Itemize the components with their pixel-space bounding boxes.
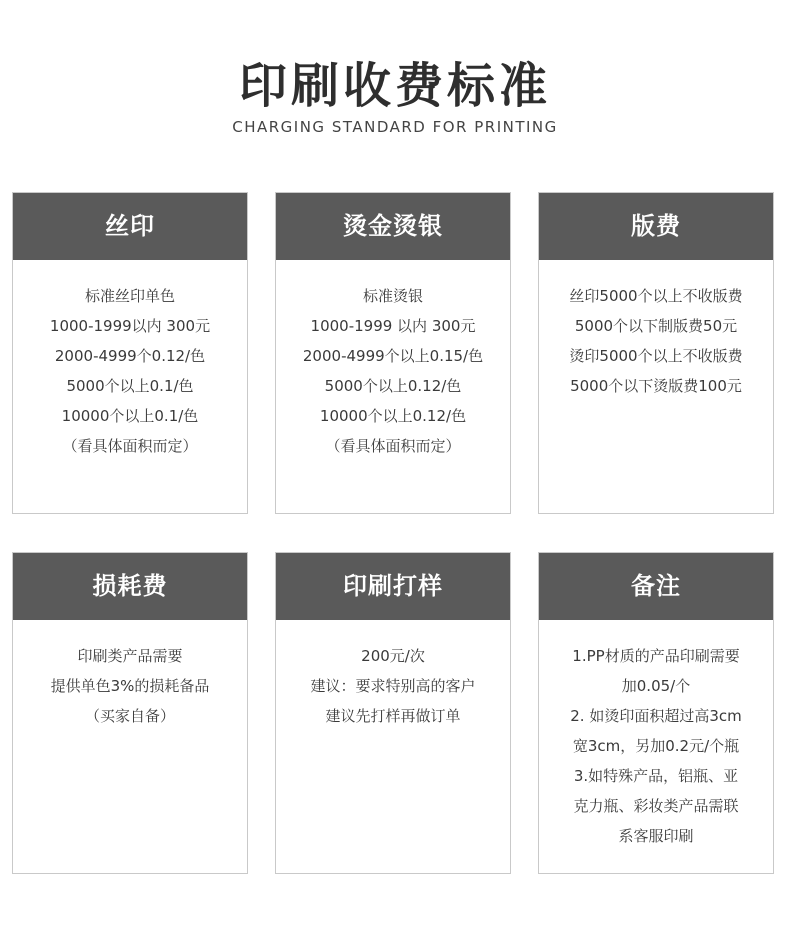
card-line: （看具体面积而定） [325, 437, 461, 455]
card-line: 建议先打样再做订单 [325, 707, 461, 725]
card-line: 10000个以上0.1/色 [61, 407, 199, 425]
card-line: （买家自备） [84, 707, 175, 725]
card-wastage-fee [12, 552, 248, 874]
card-silk-screen [12, 192, 248, 514]
card-line: 5000个以上0.12/色 [324, 377, 462, 395]
card-remarks [538, 552, 774, 874]
card-line: 5000个以上0.1/色 [66, 377, 194, 395]
card-line: 克力瓶、彩妆类产品需联 [573, 797, 739, 815]
card-line: 3.如特殊产品，铝瓶、亚 [573, 767, 739, 785]
card-line: 1000-1999以内 300元 [49, 317, 211, 335]
page-subtitle: CHARGING STANDARD FOR PRINTING [232, 118, 558, 136]
card-print-proofing [275, 552, 511, 874]
card-line: 建议：要求特别高的客户 [310, 677, 476, 695]
card-body [539, 620, 773, 851]
card-line: 10000个以上0.12/色 [319, 407, 467, 425]
card-line: 标准丝印单色 [84, 287, 175, 305]
card-line: 标准烫银 [362, 287, 423, 305]
card-line: 200元/次 [361, 647, 425, 665]
card-body [13, 260, 247, 461]
card-title: 备注 [539, 553, 773, 620]
card-line: 2000-4999个以上0.15/色 [302, 347, 484, 365]
card-line: 印刷类产品需要 [77, 647, 183, 665]
card-line: 5000个以下烫版费100元 [570, 377, 742, 395]
card-line: 2. 如烫印面积超过高3cm [570, 707, 742, 725]
card-line: 2000-4999个0.12/色 [54, 347, 206, 365]
card-line: 1000-1999 以内 300元 [310, 317, 476, 335]
card-line: 宽3cm，另加0.2元/个瓶 [572, 737, 740, 755]
card-title: 损耗费 [13, 553, 247, 620]
card-line: 提供单色3%的损耗备品 [50, 677, 210, 695]
card-line: 1.PP材质的产品印刷需要 [572, 647, 740, 665]
card-title: 版费 [539, 193, 773, 260]
card-line: 5000个以下制版费50元 [574, 317, 738, 335]
card-body [276, 260, 510, 461]
card-title: 烫金烫银 [276, 193, 510, 260]
card-body [276, 620, 510, 731]
card-line: 系客服印刷 [618, 827, 694, 845]
card-line: 烫印5000个以上不收版费 [569, 347, 743, 365]
card-hot-stamping [275, 192, 511, 514]
card-title: 印刷打样 [276, 553, 510, 620]
card-plate-fee [538, 192, 774, 514]
page-title: 印刷收费标准 [238, 58, 551, 114]
card-body [539, 260, 773, 401]
card-line: 加0.05/个 [621, 677, 691, 695]
card-title: 丝印 [13, 193, 247, 260]
card-body [13, 620, 247, 731]
card-line: （看具体面积而定） [62, 437, 198, 455]
card-line: 丝印5000个以上不收版费 [569, 287, 743, 305]
